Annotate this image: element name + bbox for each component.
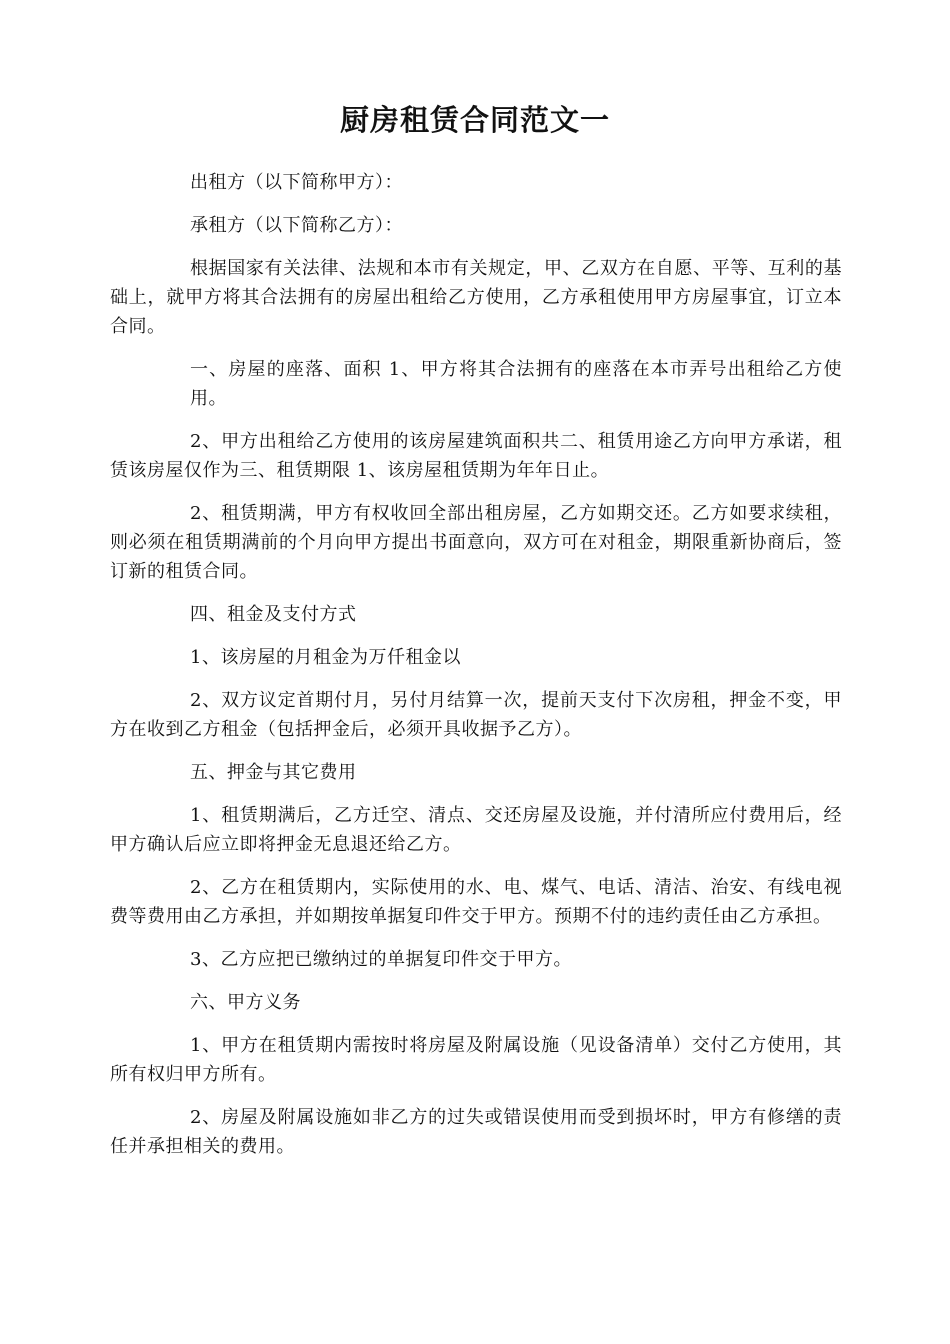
clause-paragraph: 2、乙方在租赁期内，实际使用的水、电、煤气、电话、清洁、治安、有线电视费等费用由乙方承担，并如期按单据复印件交于甲方。预期不付的违约责任由乙方承担。: [110, 877, 842, 927]
clause-paragraph: 2、双方议定首期付月，另付月结算一次，提前天支付下次房租，押金不变，甲方在收到乙方租金（包括押金后，必须开具收据予乙方）。: [110, 690, 842, 740]
clause-paragraph: 2、租赁期满，甲方有权收回全部出租房屋，乙方如期交还。乙方如要求续租，则必须在租赁期满前的个月向甲方提出书面意向，双方可在对租金，期限重新协商后，签订新的租赁合同。: [110, 503, 842, 582]
clause-paragraph: 1、租赁期满后，乙方迁空、清点、交还房屋及设施，并付清所应付费用后，经甲方确认后应立即将押金无息退还给乙方。: [110, 805, 842, 855]
clause-paragraph: 1、该房屋的月租金为万仟租金以: [190, 647, 461, 668]
section-heading: 六、甲方义务: [190, 992, 301, 1013]
section-1-paragraph: 一、房屋的座落、面积 1、甲方将其合法拥有的座落在本市弄号出租给乙方使用。: [190, 359, 842, 409]
document-body: [110, 168, 842, 1175]
clause-paragraph: 2、房屋及附属设施如非乙方的过失或错误使用而受到损坏时，甲方有修缮的责任并承担相关的费用。: [110, 1107, 842, 1157]
party-b-line: 承租方（以下简称乙方）：: [190, 215, 403, 236]
clause-paragraph: 2、甲方出租给乙方使用的该房屋建筑面积共二、租赁用途乙方向甲方承诺，租赁该房屋仅作为三、租赁期限 1、该房屋租赁期为年年日止。: [110, 431, 842, 481]
clause-paragraph: 3、乙方应把已缴纳过的单据复印件交于甲方。: [190, 949, 572, 970]
section-heading: 四、租金及支付方式: [190, 604, 357, 625]
preamble-paragraph: 根据国家有关法律、法规和本市有关规定，甲、乙双方在自愿、平等、互利的基础上，就甲方将其合法拥有的房屋出租给乙方使用，乙方承租使用甲方房屋事宜，订立本合同。: [110, 258, 842, 337]
section-heading: 五、押金与其它费用: [190, 762, 357, 783]
clause-paragraph: 1、甲方在租赁期内需按时将房屋及附属设施（见设备清单）交付乙方使用，其所有权归甲方所有。: [110, 1035, 842, 1085]
document-title: 厨房租赁合同范文一: [339, 103, 610, 137]
party-a-line: 出租方（以下简称甲方）：: [190, 172, 403, 193]
